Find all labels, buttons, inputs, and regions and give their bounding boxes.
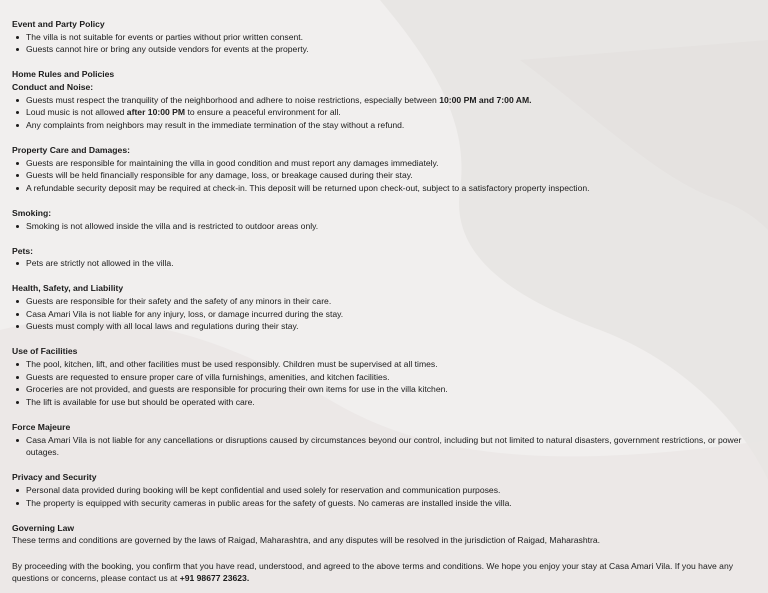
governing-law-heading: Governing Law bbox=[12, 522, 75, 533]
closing-text: By proceeding with the booking, you confirm that you have read, understood, and agreed to the above terms and conditions. We hope you enjoy your stay at Casa Amari Vila. If you have any questions or concerns, please contact us at bbox=[12, 560, 734, 584]
facilities-list bbox=[12, 358, 756, 408]
smoking-heading: Smoking: bbox=[12, 207, 52, 218]
list-item bbox=[12, 106, 756, 119]
list-item: Pets are strictly not allowed in the villa. bbox=[12, 257, 756, 270]
force-majeure-section bbox=[12, 421, 756, 459]
health-safety-list bbox=[12, 295, 756, 333]
list-item: Guests are requested to ensure proper care of villa furnishings, amenities, and kitchen facilities. bbox=[12, 371, 756, 384]
music-text-end: to ensure a peaceful environment for all. bbox=[185, 107, 341, 118]
closing-section bbox=[12, 560, 756, 585]
governing-law-text: These terms and conditions are governed by the laws of Raigad, Maharashtra, and any disputes will be resolved in the jurisdiction of Raigad, Maharashtra. bbox=[12, 535, 601, 546]
noise-text: Guests must respect the tranquility of the neighborhood and adhere to noise restrictions, especially between bbox=[26, 94, 440, 105]
pets-list bbox=[12, 257, 756, 270]
home-rules-section bbox=[12, 68, 756, 131]
privacy-list bbox=[12, 484, 756, 509]
music-text: Loud music is not allowed bbox=[26, 107, 127, 118]
list-item: The property is equipped with security cameras in public areas for the safety of guests. No cameras are installed inside the villa. bbox=[12, 497, 756, 510]
list-item: Guests will be held financially responsible for any damage, loss, or breakage caused during their stay. bbox=[12, 169, 756, 182]
music-cutoff: after 10:00 PM bbox=[126, 107, 186, 118]
property-care-heading: Property Care and Damages: bbox=[12, 144, 130, 155]
list-item: A refundable security deposit may be required at check-in. This deposit will be returned upon check-out, subject to a satisfactory property inspection. bbox=[12, 182, 756, 195]
closing-paragraph bbox=[12, 560, 756, 585]
list-item: The pool, kitchen, lift, and other facilities must be used responsibly. Children must be supervised at all times. bbox=[12, 358, 756, 371]
force-majeure-heading: Force Majeure bbox=[12, 422, 71, 432]
facilities-section bbox=[12, 345, 756, 408]
privacy-heading: Privacy and Security bbox=[12, 472, 97, 483]
smoking-section bbox=[12, 207, 756, 232]
list-item: Guests must comply with all local laws and regulations during their stay. bbox=[12, 320, 756, 333]
property-care-list bbox=[12, 157, 756, 195]
pets-heading: Pets: bbox=[12, 245, 34, 256]
home-rules-heading: Home Rules and Policies bbox=[12, 69, 115, 80]
force-majeure-list bbox=[12, 434, 756, 459]
list-item: Personal data provided during booking will be kept confidential and used solely for reservation and communication purposes. bbox=[12, 484, 756, 497]
list-item: Groceries are not provided, and guests are responsible for procuring their own items for use in the villa kitchen. bbox=[12, 383, 756, 396]
list-item: Guests cannot hire or bring any outside vendors for events at the property. bbox=[12, 43, 756, 56]
governing-law-section bbox=[12, 522, 756, 547]
list-item: Smoking is not allowed inside the villa and is restricted to outdoor areas only. bbox=[12, 220, 756, 233]
list-item: Guests are responsible for their safety and the safety of any minors in their care. bbox=[12, 295, 756, 308]
list-item: Casa Amari Vila is not liable for any cancellations or disruptions caused by circumstances beyond our control, including but not limited to natural disasters, government restrictions, or power outages. bbox=[12, 434, 756, 459]
contact-phone: +91 98677 23623. bbox=[179, 573, 250, 584]
event-policy-section bbox=[12, 18, 756, 56]
list-item: Guests are responsible for maintaining the villa in good condition and must report any damages immediately. bbox=[12, 157, 756, 170]
event-policy-list bbox=[12, 31, 756, 56]
list-item: The villa is not suitable for events or parties without prior written consent. bbox=[12, 31, 756, 44]
list-item bbox=[12, 94, 756, 107]
privacy-section bbox=[12, 471, 756, 509]
event-policy-heading: Event and Party Policy bbox=[12, 19, 105, 29]
conduct-noise-subheading: Conduct and Noise: bbox=[12, 81, 94, 92]
pets-section bbox=[12, 245, 756, 270]
list-item: Casa Amari Vila is not liable for any injury, loss, or damage incurred during the stay. bbox=[12, 308, 756, 321]
health-safety-section bbox=[12, 282, 756, 332]
property-care-section bbox=[12, 144, 756, 194]
conduct-noise-list bbox=[12, 94, 756, 132]
facilities-heading: Use of Facilities bbox=[12, 346, 78, 357]
health-safety-heading: Health, Safety, and Liability bbox=[12, 283, 124, 294]
quiet-hours: 10:00 PM and 7:00 AM. bbox=[439, 94, 532, 105]
smoking-list bbox=[12, 220, 756, 233]
list-item: Any complaints from neighbors may result in the immediate termination of the stay without a refund. bbox=[12, 119, 756, 132]
list-item: The lift is available for use but should be operated with care. bbox=[12, 396, 756, 409]
